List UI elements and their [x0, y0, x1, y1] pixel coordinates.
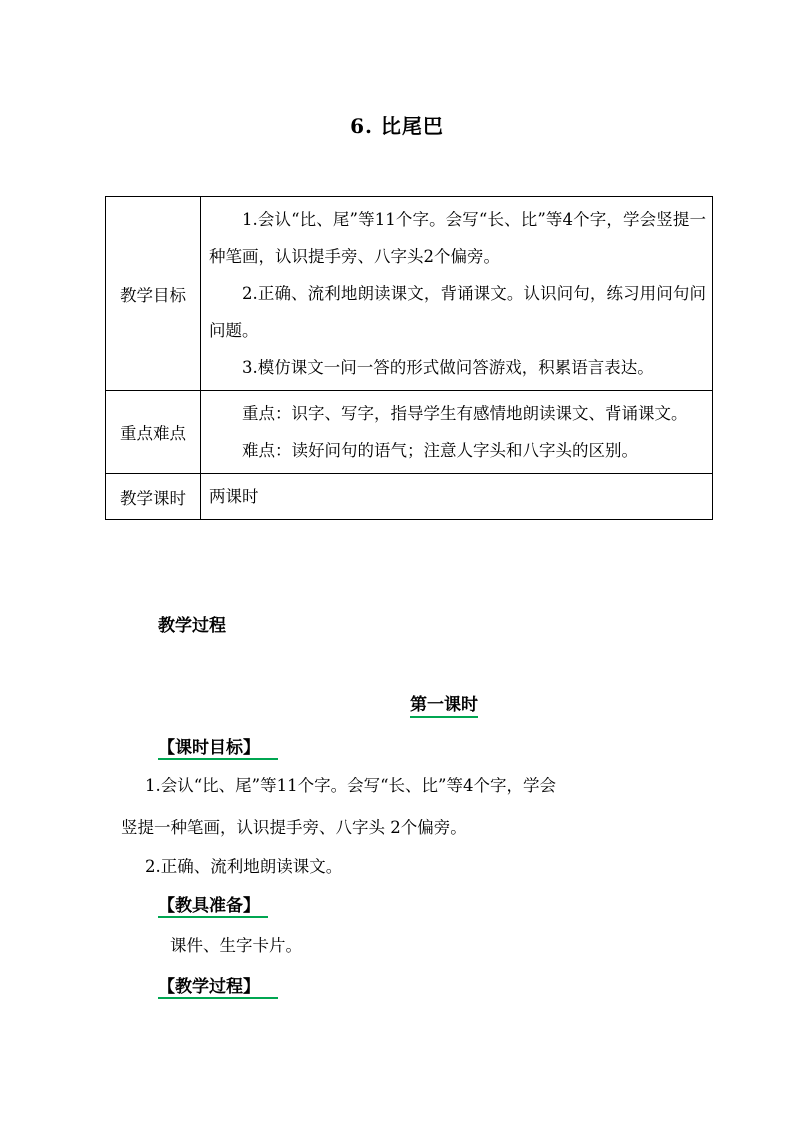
table-row [106, 391, 713, 474]
periods-value: 两课时 [209, 487, 259, 506]
difficulty-paragraph: 难点：读好问句的语气；注意人字头和八字头的区别。 [242, 441, 638, 460]
goal-paragraph-2: 2.正确、流利地朗读课文，背诵课文。认识问句，练习用问句问问题。 [209, 284, 706, 340]
lesson-process-heading: 【教学过程】 [158, 972, 278, 999]
lesson-title-text: 第一课时 [410, 695, 478, 718]
row-content-key-points [201, 391, 713, 474]
row-label-periods: 教学课时 [106, 474, 201, 520]
teaching-plan-table [105, 196, 713, 520]
goals-heading: 【课时目标】 [158, 733, 278, 760]
tools-text: 课件、生字卡片。 [170, 936, 302, 955]
row-label-goals: 教学目标 [106, 197, 201, 391]
key-point-paragraph: 重点：识字、写字，指导学生有感情地朗读课文、背诵课文。 [242, 404, 688, 423]
row-content-goals [201, 197, 713, 391]
page-title: 6. 比尾巴 [350, 114, 444, 138]
lesson-title [0, 690, 794, 715]
row-label-key-points: 重点难点 [106, 391, 201, 474]
goals-line-1: 1.会认“比、尾”等11个字。会写“长、比”等4个字，学会 [145, 776, 556, 795]
row-content-periods [201, 474, 713, 520]
goal-paragraph-1: 1.会认“比、尾”等11个字。会写“长、比”等4个字，学会竖提一种笔画，认识提手旁、八字头2个偏旁。 [209, 210, 706, 266]
goal-paragraph-3: 3.模仿课文一问一答的形式做问答游戏，积累语言表达。 [242, 358, 654, 377]
table-row [106, 474, 713, 520]
table-row [106, 197, 713, 391]
process-heading: 教学过程 [158, 616, 226, 636]
goals-line-2: 竖提一种笔画，认识提手旁、八字头 2个偏旁。 [121, 818, 467, 837]
goals-line-3: 2.正确、流利地朗读课文。 [145, 857, 343, 876]
tools-heading: 【教具准备】 [158, 891, 268, 918]
